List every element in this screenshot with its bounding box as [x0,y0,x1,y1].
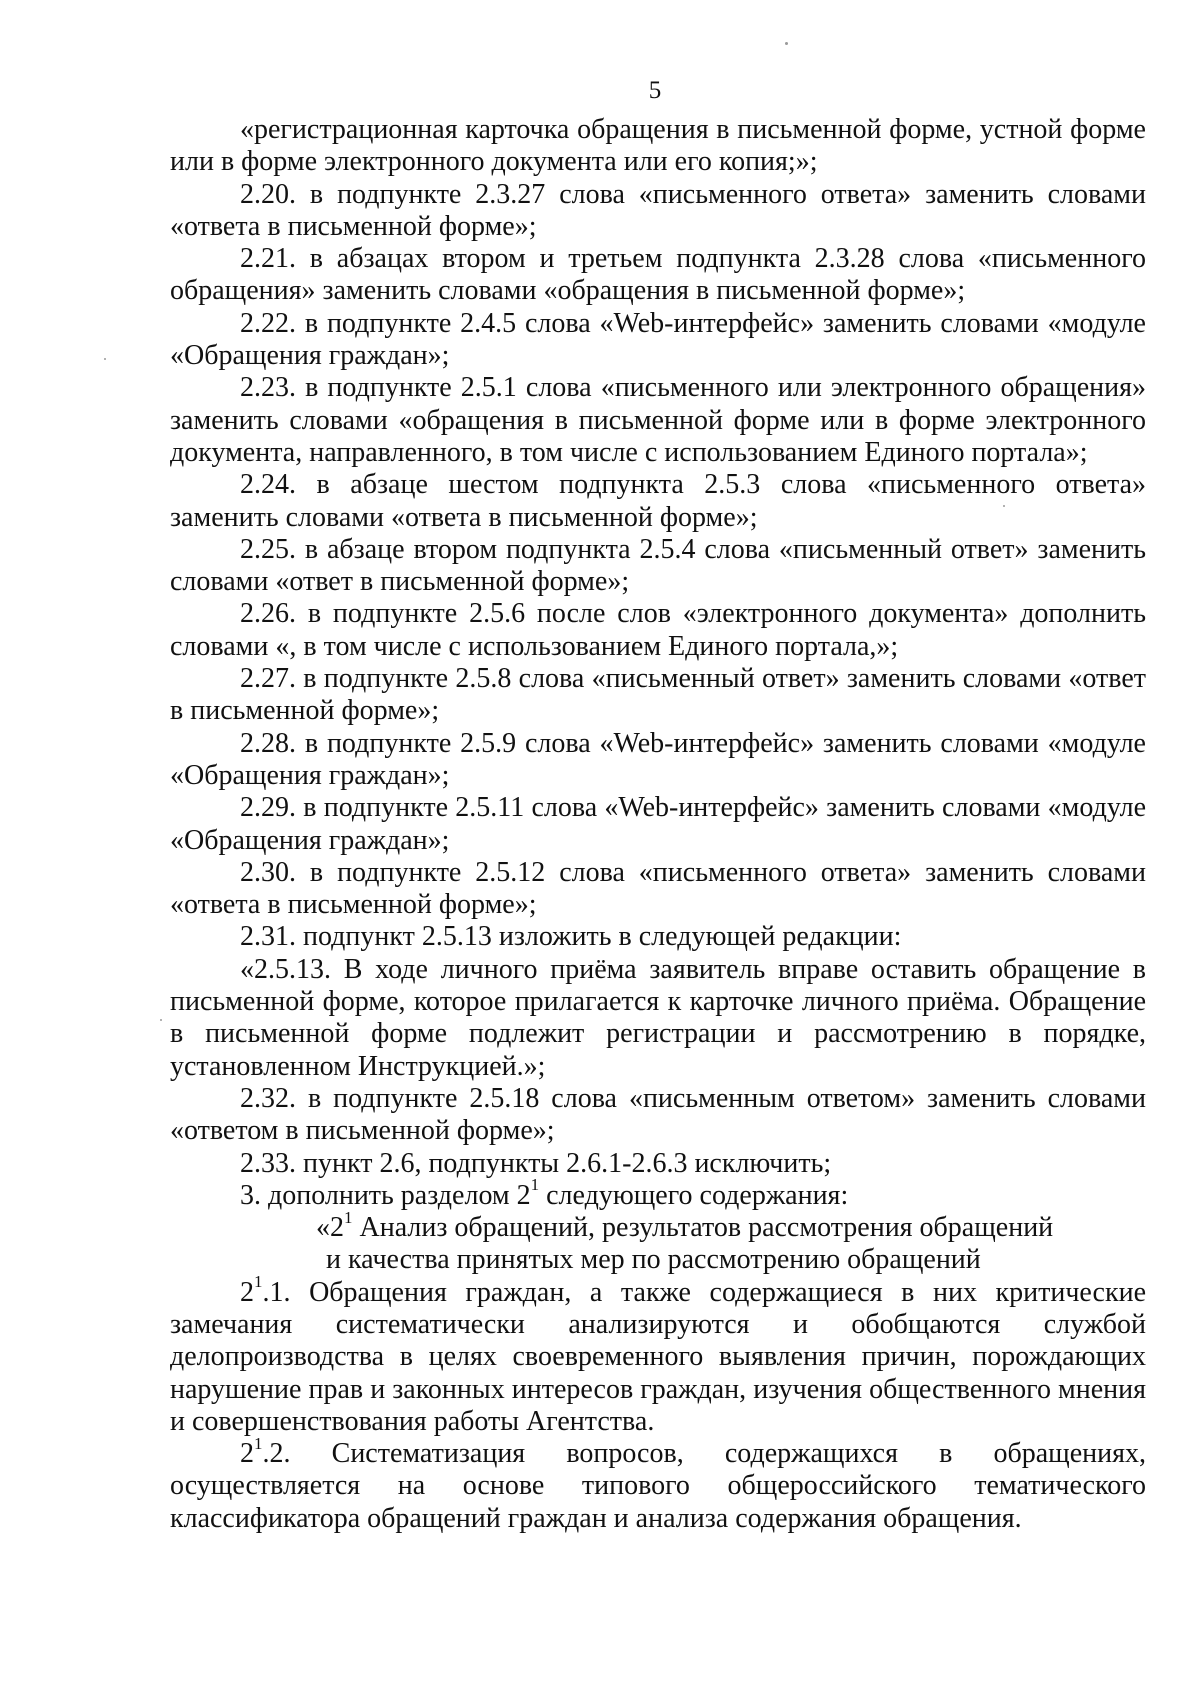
paragraph: 2.25. в абзаце втором подпункта 2.5.4 слова «письменный ответ» заменить словами «ответ в письменной форме»; [170,533,1146,598]
superscript: 1 [344,1207,353,1227]
section-heading-line-2: и качества принятых мер по рассмотрению обращений [326,1244,981,1276]
section-3-prefix: 3. дополнить разделом 2 [240,1179,531,1211]
section-3-suffix: следующего содержания: [539,1179,849,1211]
superscript: 1 [254,1272,263,1292]
paragraph: 2.24. в абзаце шестом подпункта 2.5.3 слова «письменного ответа» заменить словами «ответа в письменной форме»; [170,469,1146,533]
paragraph: 2.23. в подпункте 2.5.1 слова «письменного или электронного обращения» заменить словами «обращения в письменной форме или в форме электронного документа, направленного, в том числе с использованием Единого портала»; [170,372,1146,468]
paragraph: 2.27. в подпункте 2.5.8 слова «письменный ответ» заменить словами «ответ в письменной форме»; [170,663,1146,727]
clause-paragraph [170,1272,1146,1438]
superscript: 1 [254,1433,263,1453]
paragraph: 2.28. в подпункте 2.5.9 слова «Web-интерфейс» заменить словами «модуле «Обращения граждан»; [170,727,1146,791]
clause-paragraph [170,1433,1146,1535]
paragraph: 2.31. подпункт 2.5.13 изложить в следующей редакции: [240,921,902,953]
paragraph: 2.32. в подпункте 2.5.18 слова «письменным ответом» заменить словами «ответом в письменной форме»; [170,1082,1146,1147]
paragraph: 2.30. в подпункте 2.5.12 слова «письменного ответа» заменить словами «ответа в письменной форме»; [170,856,1146,921]
quoted-subclause: «2.5.13. В ходе личного приёма заявитель вправе оставить обращение в письменной форме, которое прилагается к карточке личного приёма. Обращение в письменной форме подлежит регистрации и рассмотрению в порядке, установленном Инструкцией.»; [170,953,1146,1082]
paragraph: 2.29. в подпункте 2.5.11 слова «Web-интерфейс» заменить словами «модуле «Обращения граждан»; [170,792,1146,856]
document-body [170,114,1146,1535]
scan-speck [104,358,106,360]
paragraph: 2.21. в абзацах втором и третьем подпункта 2.3.28 слова «письменного обращения» заменить словами «обращения в письменной форме»; [170,243,1146,307]
clause-number: .2. [262,1438,291,1470]
scan-speck [785,42,788,45]
paragraph: 2.26. в подпункте 2.5.6 после слов «электронного документа» дополнить словами «, в том числе с использованием Единого портала,»; [170,598,1146,662]
heading-text: Анализ обращений, результатов рассмотрения обращений [352,1212,1054,1244]
superscript: 1 [530,1175,540,1195]
clause-base: 2 [240,1276,254,1308]
paragraph: 2.33. пункт 2.6, подпункты 2.6.1-2.6.3 исключить; [240,1147,832,1179]
section-heading-line-1 [170,1207,1146,1244]
clause-number: .1. [262,1276,291,1308]
heading-open: «2 [316,1212,344,1244]
scan-speck [160,1019,162,1021]
section-3-paragraph [170,1175,1146,1212]
clause-text: Систематизация вопросов, содержащихся в обращениях, осуществляется на основе типового общероссийского тематического классификатора обращений граждан и анализа содержания обращения. [170,1438,1146,1534]
paragraph: 2.20. в подпункте 2.3.27 слова «письменного ответа» заменить словами «ответа в письменной форме»; [170,178,1146,242]
clause-text: Обращения граждан, а также содержащиеся в них критические замечания систематически анализируются и обобщаются службой делопроизводства в целях своевременного выявления причин, порождающих нарушение прав и законных интересов граждан, изучения общественного мнения и совершенствования работы Агентства. [170,1276,1146,1437]
page-number: 5 [648,77,662,104]
paragraph: «регистрационная карточка обращения в письменной форме, устной форме или в форме электронного документа или его копия;»; [170,114,1146,178]
paragraph: 2.22. в подпункте 2.4.5 слова «Web-интерфейс» заменить словами «модуле «Обращения граждан»; [170,307,1146,372]
clause-base: 2 [240,1438,254,1470]
